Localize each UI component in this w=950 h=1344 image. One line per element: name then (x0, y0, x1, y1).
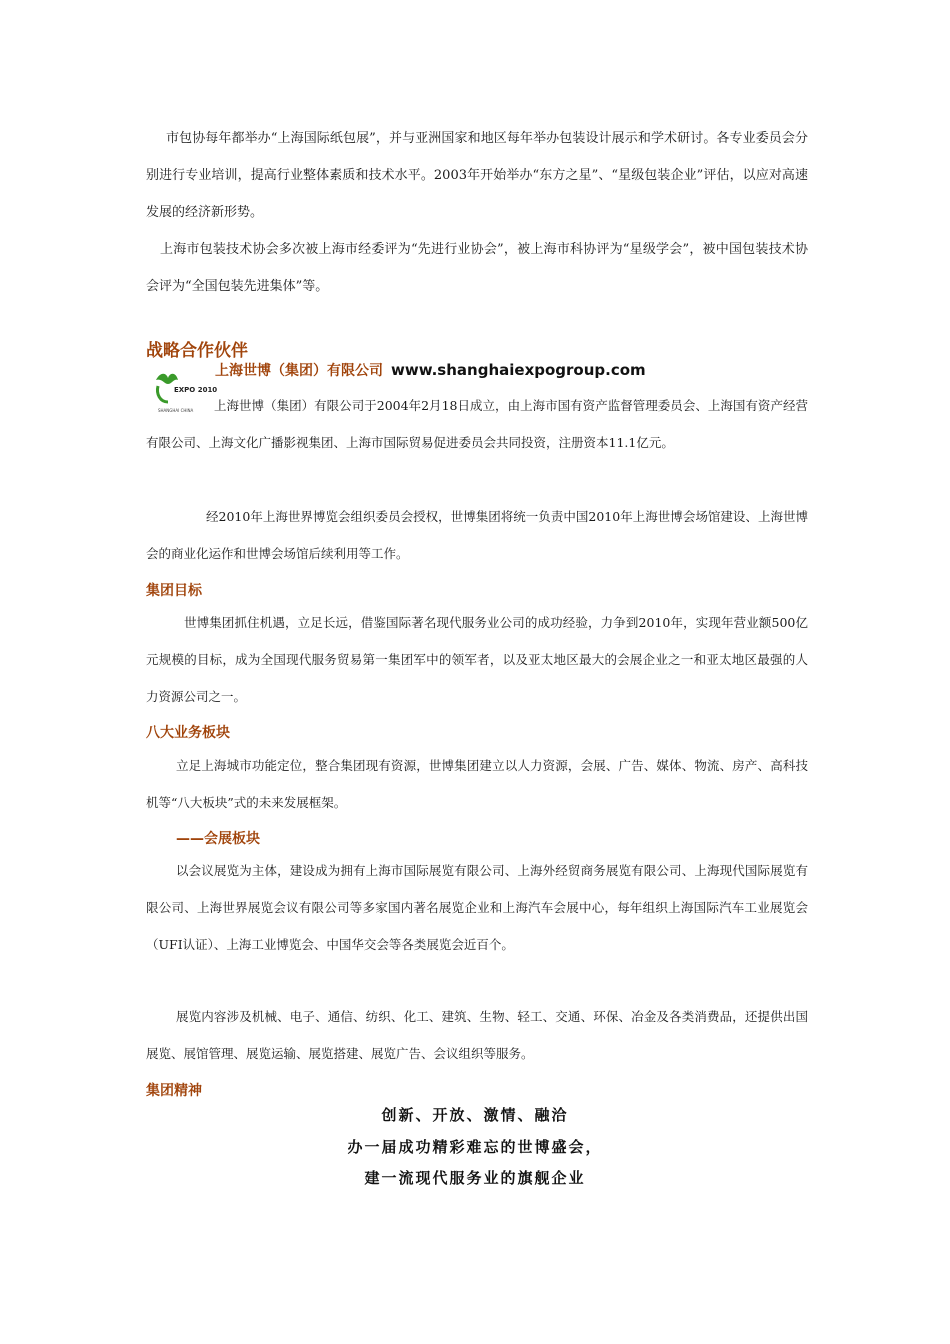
spirit-line-2: 办一届成功精彩难忘的世博盛会， (347, 1138, 603, 1156)
partners-paragraph-1: 上海世博（集团）有限公司于2004年2月18日成立，由上海市国有资产监督管理委员会、上海国有资产经营有限公司、上海文化广播影视集团、上海市国际贸易促进委员会共同投资，注册资本11.1亿元。 (146, 398, 808, 450)
partners-heading: 战略合作伙伴 (146, 341, 248, 361)
logo-text: EXPO 2010 (174, 386, 218, 394)
business-paragraph-2: 以会议展览为主体，建设成为拥有上海市国际展览有限公司、上海外经贸商务展览有限公司、上海现代国际展览有限公司、上海世界展览会议有限公司等多家国内著名展览企业和上海汽车会展中心，每年组织上海国际汽车工业展览会（UFI认证）、上海工业博览会、中国华交会等各类展览会近百个。 (146, 863, 808, 952)
intro-paragraph-2: 上海市包装技术协会多次被上海市经委评为“先进行业协会”，被上海市科协评为“星级学会”，被中国包装技术协会评为“全国包装先进集体”等。 (146, 242, 808, 294)
goals-paragraph: 世博集团抓住机遇，立足长远，借鉴国际著名现代服务业公司的成功经验，力争到2010年，实现年营业额500亿元规模的目标，成为全国现代服务贸易第一集团军中的领军者，以及亚太地区最大的会展企业之一和亚太地区最强的人力资源公司之一。 (146, 615, 808, 704)
business-paragraph-1: 立足上海城市功能定位，整合集团现有资源，世博集团建立以人力资源，会展、广告、媒体、物流、房产、高科技机等“八大板块”式的未来发展框架。 (146, 758, 808, 810)
intro-paragraph-1: 市包协每年都举办“上海国际纸包展”，并与亚洲国家和地区每年举办包装设计展示和学术研讨。各专业委员会分别进行专业培训，提高行业整体素质和技术水平。2003年开始举办“东方之星”、“星级包装企业”评估，以应对高速发展的经济新形势。 (146, 131, 808, 220)
spirit-line-3: 建一流现代服务业的旗舰企业 (364, 1169, 586, 1187)
exhibition-sub-heading: ——会展板块 (176, 831, 260, 847)
business-paragraph-3: 展览内容涉及机械、电子、通信、纺织、化工、建筑、生物、轻工、交通、环保、冶金及各类消费品，还提供出国展览、展馆管理、展览运输、展览搭建、展览广告、会议组织等服务。 (146, 1009, 808, 1061)
spirit-heading: 集团精神 (146, 1083, 202, 1099)
spirit-line-1: 创新、开放、激情、融洽 (381, 1106, 569, 1124)
partners-paragraph-2: 经2010年上海世界博览会组织委员会授权，世博集团将统一负责中国2010年上海世博会场馆建设、上海世博会的商业化运作和世博会场馆后续利用等工作。 (146, 509, 808, 561)
logo-subtext: SHANGHAI CHINA (158, 408, 194, 413)
company-title (215, 360, 646, 380)
business-heading: 八大业务板块 (146, 725, 230, 741)
company-url-link[interactable]: www.shanghaiexpogroup.com (391, 361, 646, 379)
goals-heading: 集团目标 (146, 583, 202, 599)
company-name: 上海世博（集团）有限公司 (215, 363, 383, 379)
